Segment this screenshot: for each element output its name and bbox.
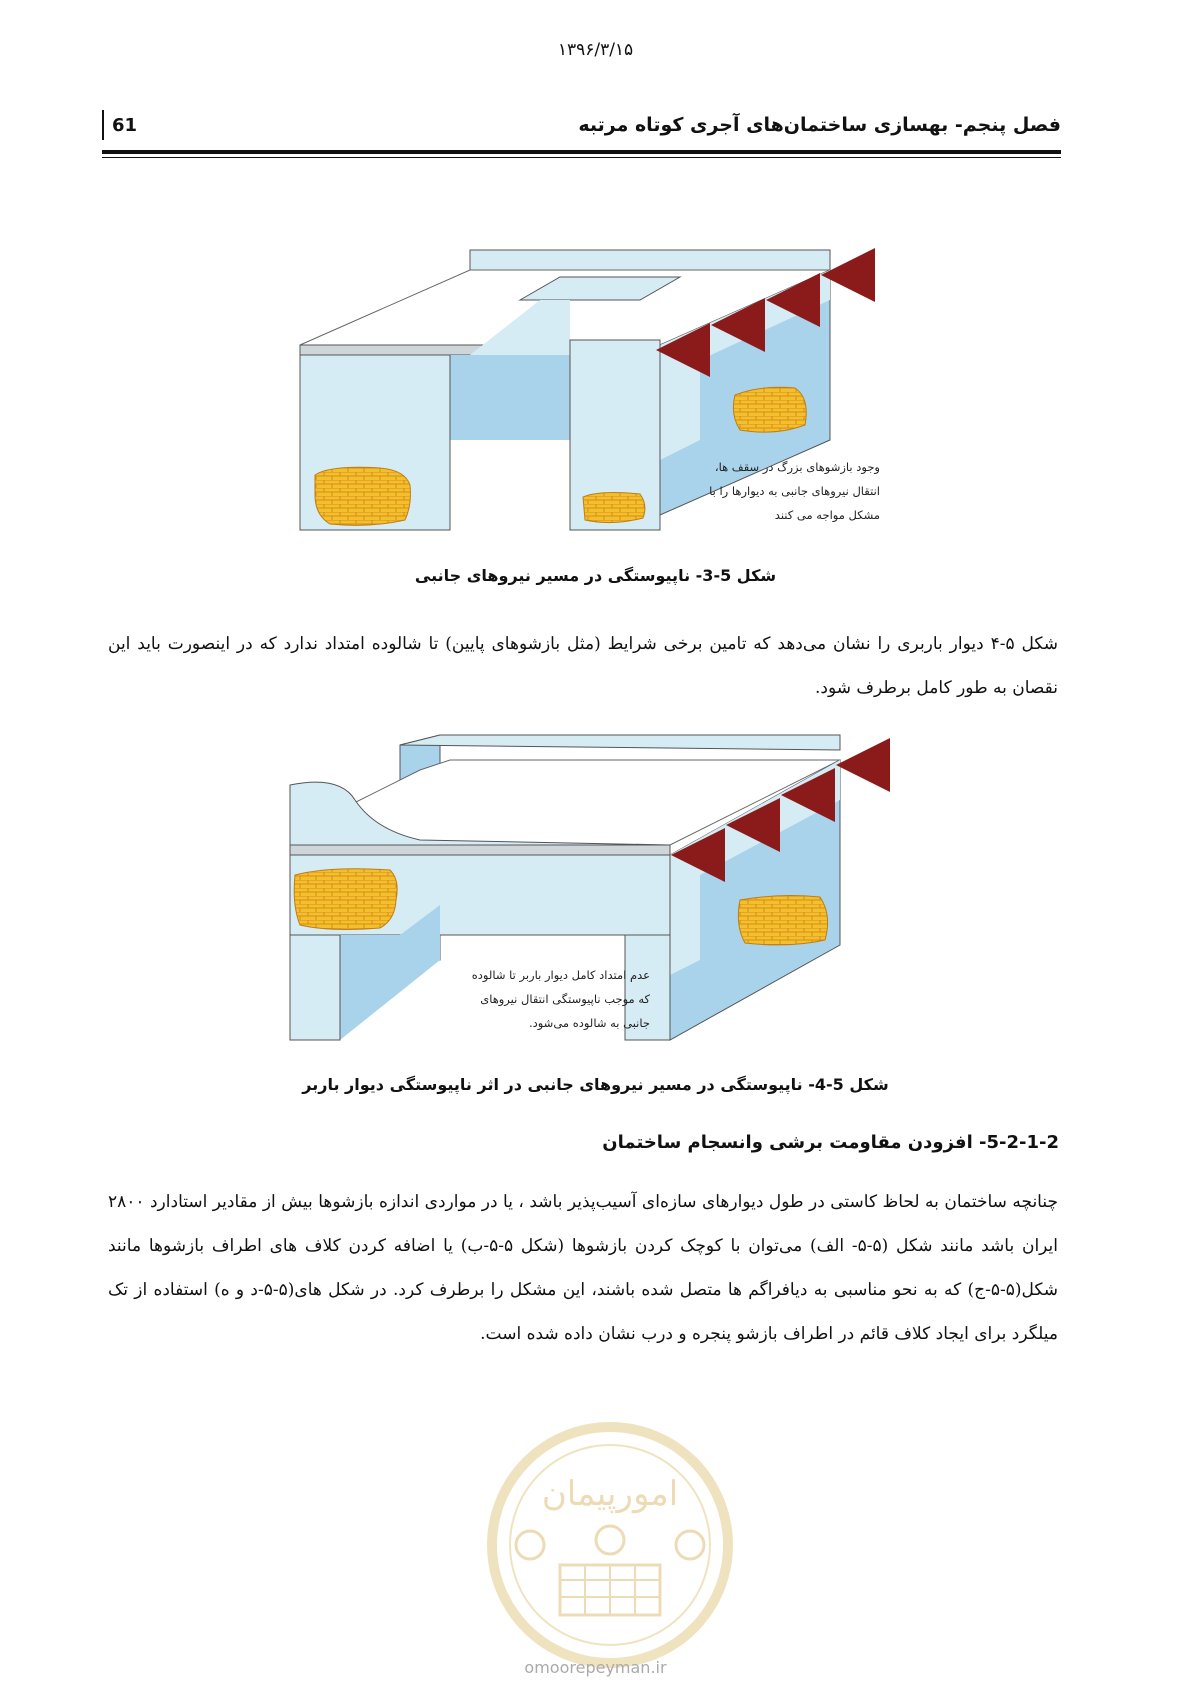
figure2-note-line: عدم امتداد کامل دیوار باربر تا شالوده bbox=[471, 968, 650, 982]
watermark-logo-text: امورپیمان bbox=[541, 1474, 679, 1514]
figure1-note-line: انتقال نیروهای جانبی به دیوارها را با bbox=[709, 484, 880, 498]
figure2-note-line: که موجب ناپیوستگی انتقال نیروهای bbox=[480, 992, 650, 1006]
section-heading: 5-2-1-2- افزودن مقاومت برشی وانسجام ساختمان bbox=[602, 1132, 1059, 1153]
figure2-caption: شکل 5-4- ناپیوستگی در مسیر نیروهای جانبی در اثر ناپیوستگی دیوار باربر bbox=[302, 1075, 889, 1094]
page-number: 61 bbox=[112, 115, 138, 136]
watermark-url: omoorepeyman.ir bbox=[524, 1658, 667, 1677]
figure1-note-line: وجود بازشوهای بزرگ در سقف ها، bbox=[714, 460, 880, 474]
figure1-note bbox=[660, 455, 880, 527]
paragraph-intro: شکل ۵-۴ دیوار باربری را نشان می‌دهد که تامین برخی شرایط (مثل بازشوهای پایین) تا شالوده امتداد ندارد که در اینصورت باید این نقصان به طور کامل برطرف شود. bbox=[108, 634, 1058, 698]
figure2-note-line: جانبی به شالوده می‌شود. bbox=[528, 1016, 650, 1030]
figure1-caption: شکل 5-3- ناپیوستگی در مسیر نیروهای جانبی bbox=[414, 566, 777, 585]
section-paragraph: چنانچه ساختمان به لحاظ کاستی در طول دیوارهای سازه‌ای آسیب‌پذیر باشد ، یا در مواردی اندازه بازشوها بیش از مقادیر استادارد ۲۸۰۰ ایران باشد مانند شکل (۵-۵- الف) می‌توان با کوچک کردن بازشوها (شکل ۵-۵-ب) یا اضافه کردن کلاف های اطراف بازشوها مانند شکل(۵-۵-ج) که به نحو مناسبی به دیافراگم ها متصل شده باشند، این مشکل را برطرف کرد. در شکل های(۵-۵-د و ه) استفاده از تک میلگرد برای ایجاد کلاف قائم در اطراف بازشو پنجره و درب نشان داده شده است. bbox=[108, 1192, 1059, 1344]
figure2-note bbox=[440, 963, 650, 1035]
date-stamp: ۱۳۹۶/۳/۱۵ bbox=[557, 40, 634, 60]
figure1-note-line: مشکل مواجه می کنند bbox=[774, 508, 880, 522]
watermark-seal bbox=[492, 1427, 728, 1663]
chapter-title: فصل پنجم- بهسازی ساختمان‌های آجری کوتاه مرتبه bbox=[578, 114, 1061, 136]
